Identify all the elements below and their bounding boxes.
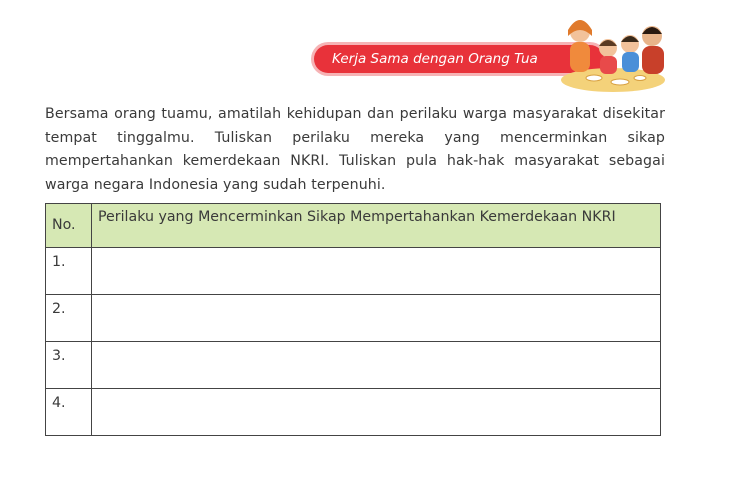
- table-row: [46, 389, 661, 436]
- table-row: [46, 295, 661, 342]
- row-number: 4.: [46, 389, 92, 436]
- section-banner: Kerja Sama dengan Orang Tua: [314, 45, 604, 73]
- section-header: [300, 10, 680, 95]
- family-eating-together-illustration: [558, 10, 668, 95]
- column-header-no: No.: [46, 204, 92, 248]
- row-number: 3.: [46, 342, 92, 389]
- row-number: 2.: [46, 295, 92, 342]
- answer-cell[interactable]: [92, 389, 661, 436]
- table-row: [46, 248, 661, 295]
- table-header-row: [46, 204, 661, 248]
- answer-cell[interactable]: [92, 342, 661, 389]
- instruction-paragraph: Bersama orang tuamu, amatilah kehidupan dan perilaku warga masyarakat disekitar tempat tinggalmu. Tuliskan perilaku mereka yang mencerminkan sikap mempertahankan kemerdekaan NKRI. Tuliskan pula hak-hak masyarakat sebagai warga negara Indonesia yang sudah terpenuhi.: [45, 106, 665, 193]
- worksheet-table: [45, 203, 661, 436]
- column-header-behavior: Perilaku yang Mencerminkan Sikap Mempertahankan Kemerdekaan NKRI: [92, 204, 661, 248]
- answer-cell[interactable]: [92, 248, 661, 295]
- row-number: 1.: [46, 248, 92, 295]
- answer-cell[interactable]: [92, 295, 661, 342]
- table-row: [46, 342, 661, 389]
